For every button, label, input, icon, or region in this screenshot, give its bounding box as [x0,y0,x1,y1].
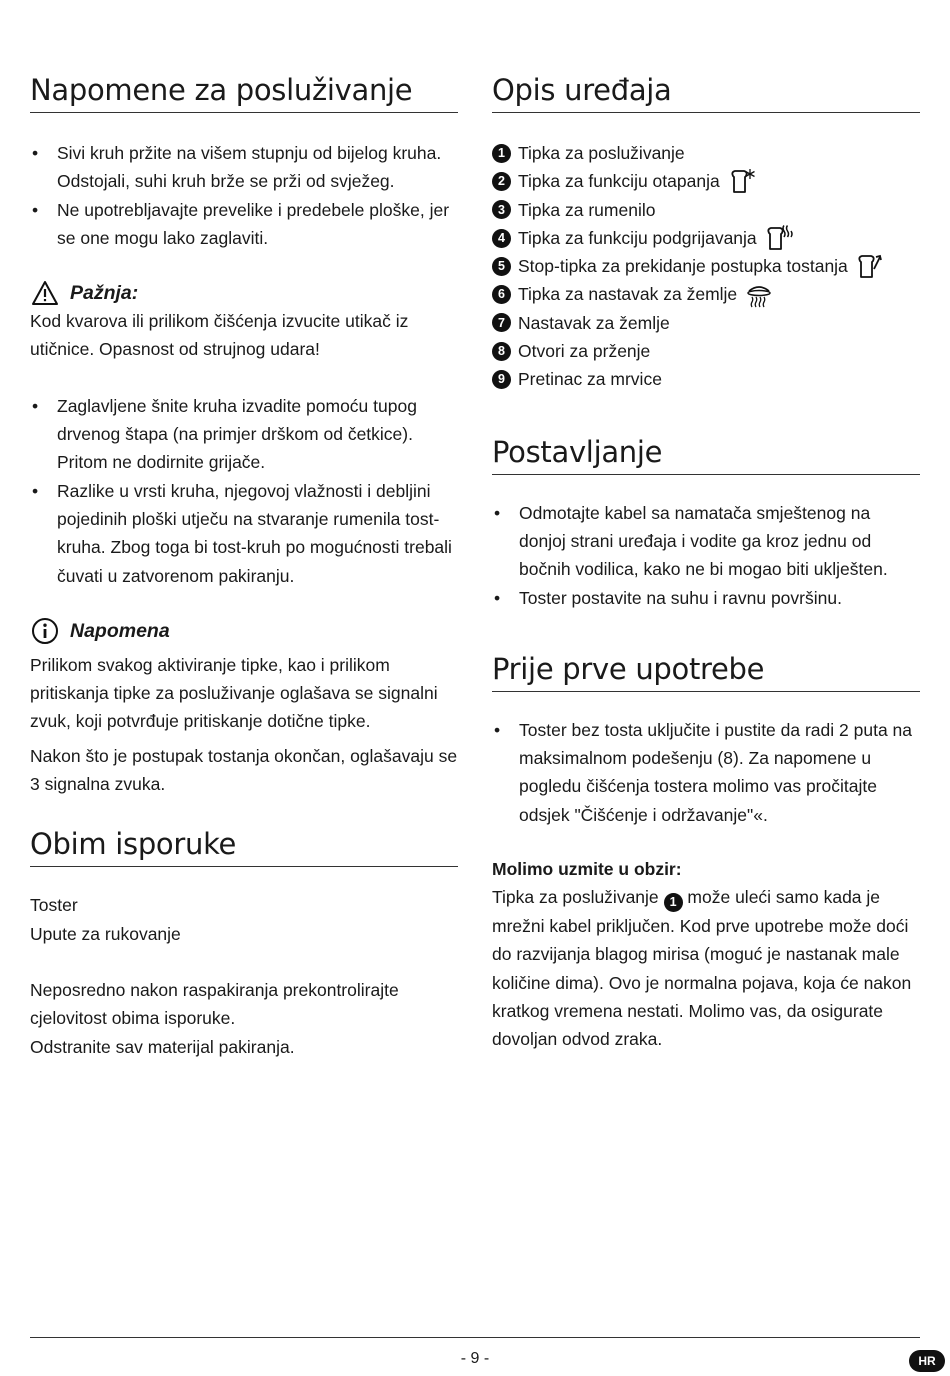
defrost-icon [728,168,756,194]
warning-heading [30,279,458,307]
scope-item: Toster [30,895,78,916]
description-heading: Opis uređaja [492,72,920,113]
notes-heading: Napomene za posluživanje [30,72,458,113]
warning-triangle-icon [30,279,60,307]
part-number: 5 [492,257,511,276]
list-item: • Odmotajte kabel sa namatača smještenog na donjoj strani uređaja i vodite ga kroz jednu od bočnih vodilica, kako ne bi mogao biti uklješten. [492,499,920,584]
part-label: Tipka za rumenilo [518,199,656,220]
part-label: Otvori za prženje [518,341,651,362]
scope-items [30,891,458,948]
observe-text-end: može ulеći samo kada je mrežni kabel priključen. Kod prve upotrebe može doći do razvijanja blagog mirisa (moguć je nastanak male količine dima). Ovo je normalna pojava, koja će nakon kratkog vremena nestati. Molimo vas, da osigurate dovoljan odvod zraka. [492,887,912,1050]
part-label: Tipka za nastavak za žemlje [518,284,738,305]
list-item: • Ne upotrebljavajte prevelike i predebele ploške, jer se one mogu lako zaglaviti. [30,196,458,253]
part-item [492,337,920,365]
scope-paragraph-2: Odstranite sav materijal pakiranja. [30,1036,295,1057]
part-number: 9 [492,370,511,389]
part-number: 7 [492,313,511,332]
first-use-heading: Prije prve upotrebe [492,651,920,692]
scope-heading: Obim isporuke [30,826,458,867]
observe-heading: Molimo uzmite u obzir: [492,859,682,880]
part-label: Tipka za funkciju podgrijavanja [518,227,757,248]
info-icon [30,617,60,645]
part-item [492,252,920,280]
stop-icon [856,253,884,279]
first-use-list [492,716,920,829]
part-number: 6 [492,285,511,304]
page-number: - 9 - [460,1350,490,1367]
part-label: Stop-tipka za prekidanje postupka tostanja [518,256,848,277]
part-label: Pretinac za mrvice [518,369,662,390]
note-paragraph-2: Nakon što je postupak tostanja okončan, oglašavaju se 3 signalna zvuka. [30,745,458,795]
note-title: Napomena [70,619,170,642]
part-label: Tipka za funkciju otapanja [518,171,720,192]
part-number: 1 [492,144,511,163]
part-number: 3 [492,200,511,219]
list-item: • Razlike u vrsti kruha, njegovoj vlažnosti i debljini pojedinih ploški utječu na stvaranje rumenila tost-kruha. Zbog toga bi tost-kruh po mogućnosti trebali čuvati u zatvorenom pakiranju. [30,477,458,590]
list-item: • Toster postavite na suhu i ravnu površinu. [492,584,920,612]
tips-list [30,392,458,590]
part-number: 8 [492,342,511,361]
observe-text [492,883,920,1053]
list-item: • Zaglavljene šnite kruha izvadite pomoću tupog drvenog štapa (na primjer drškom od četkice). Pritom ne dodirnite grijače. [30,392,458,477]
inline-number: 1 [664,893,683,912]
part-label: Tipka za posluživanje [518,143,685,163]
warning-title: Pažnja: [70,282,139,305]
list-item: • Sivi kruh pržite na višem stupnju od bijelog kruha. Odstojali, suhi kruh brže se prži od svježeg. [30,139,458,196]
part-item [492,280,920,308]
part-number: 4 [492,229,511,248]
warning-text: Kod kvarova ili prilikom čišćenja izvucite utikač iz utičnice. Opasnost od strujnog udara! [30,311,409,360]
bun-warmer-icon [745,282,773,308]
part-item [492,167,920,195]
note-paragraph-1: Prilikom svakog aktiviranje tipke, kao i prilikom pritiskanja tipke za posluživanje oglašava se signalni zvuk, koji potvrđuje pritiskanje dotične tipke. [30,654,438,732]
part-item [492,224,920,252]
part-item [492,309,920,337]
part-item [492,139,920,167]
right-column [492,72,920,1053]
notes-list [30,139,458,252]
setup-list [492,499,920,612]
footer-divider [30,1337,920,1338]
scope-item: Upute za rukovanje [30,923,181,944]
part-item [492,365,920,393]
language-badge: HR [909,1350,945,1372]
part-label: Nastavak za žemlje [518,312,670,333]
left-column [30,72,458,1061]
part-number: 2 [492,172,511,191]
note-heading [30,617,458,645]
list-item: • Toster bez tosta uključite i pustite da radi 2 puta na maksimalnom podešenju (8). Za napomene u pogledu čišćenja tostera molimo vas pročitajte odsjek "Čišćenje i održavanje"«. [492,716,920,829]
scope-paragraph-1: Neposredno nakon raspakiranja prekontrolirajte cjelovitost obima isporuke. [30,979,399,1029]
parts-list [492,139,920,394]
setup-heading: Postavljanje [492,434,920,475]
observe-text-start: Tipka za posluživanje [492,887,659,908]
reheat-icon [765,225,793,251]
part-item [492,196,920,224]
